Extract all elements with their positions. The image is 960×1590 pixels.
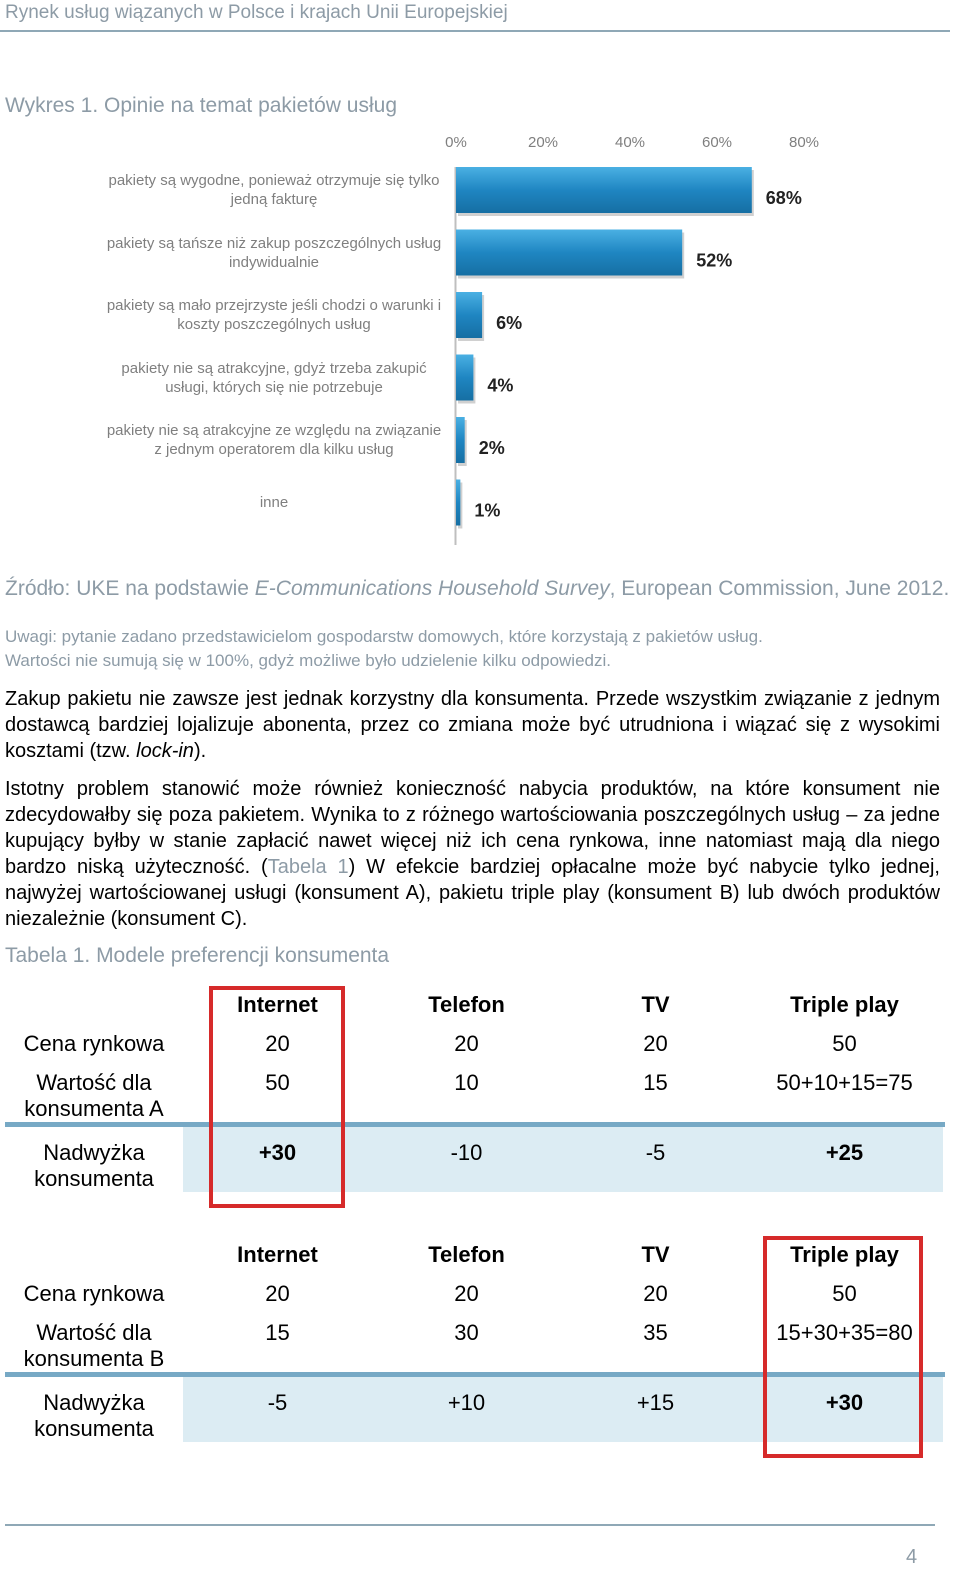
table-reference-link[interactable]: Tabela 1 [267,856,349,878]
header-rule [0,30,950,32]
table-b-cell: 30 [454,1320,479,1345]
table-a-header-telefon: Telefon [428,992,505,1017]
bar [456,417,465,463]
paragraph-1-text: Zakup pakietu nie zawsze jest jednak korzystny dla konsumenta. Przede wszystkim związanie z jednym dostawcą bardziej lojalizuje abonenta, przez co zmiana może być utrudniona i wiązać się z wysokimi kosztami (tzw. [5,688,940,762]
x-tick-label: 40% [614,134,646,151]
x-tick-label: 80% [788,134,820,151]
table-a-cell: 50+10+15=75 [776,1070,913,1095]
table-b-cell: -5 [267,1390,288,1415]
table-a-row-surplus [5,1140,945,1200]
figure-caption: Wykres 1. Opinie na temat pakietów usług [5,94,397,117]
bar-value-label: 68% [765,188,802,208]
table-a-row-label: Wartość dla konsumenta A [24,1070,164,1121]
bar [456,292,482,338]
paragraph-lock-in [5,686,940,764]
table-a-cell: 20 [454,1031,479,1056]
source-prefix: Źródło: UKE na podstawie [5,577,255,600]
x-tick-label: 20% [527,134,559,151]
table-a-cell: -10 [450,1140,483,1165]
x-tick-label: 0% [445,134,467,151]
table-b-cell: 20 [265,1281,290,1306]
table-a-cell: 20 [265,1031,290,1056]
category-label: pakiety są mało przejrzyste jeśli chodzi o warunki i koszty poszczególnych usług [106,297,442,333]
bar [456,167,752,213]
table-a-cell: +30 [258,1140,297,1165]
note-line-2: Wartości nie sumują się w 100%, gdyż możliwe było udzielenie kilku odpowiedzi. [5,651,611,670]
paragraph-1-end: ). [193,740,207,762]
paragraph-2-end: ) W efekcie bardziej opłacalne może być nabycie tylko jednej, najwyżej wartościowanej usługi (konsument A), pakietu triple play (konsument B) lub dwóch produktów niezależnie (konsument C). [5,856,940,930]
table-a-cell: 50 [832,1031,857,1056]
bar [456,230,682,276]
bar-chart [0,125,960,545]
note-line-1: Uwagi: pytanie zadano przedstawicielom gospodarstw domowych, które korzystają z pakietów usług. [5,627,763,646]
table-a-cell: 10 [454,1070,479,1095]
table-b-header-tv: TV [641,1242,670,1267]
bar-value-label: 1% [474,500,501,521]
source-survey: E-Communications Household Survey [254,577,610,600]
category-label: pakiety są tańsze niż zakup poszczególnych usług indywidualnie [106,234,442,271]
table-b-cell: 15+30+35=80 [776,1320,913,1345]
table-a-cell: -5 [645,1140,666,1165]
category-label: inne [259,494,289,511]
table-a-row-label: Nadwyżka konsumenta [34,1140,154,1191]
table-a-row-value [5,1070,945,1130]
bar-value-label: 6% [496,313,523,333]
category-label: pakiety są wygodne, ponieważ otrzymuje się tylko jedną fakturę [108,172,440,208]
source-suffix: , European Commission, June 2012. [609,577,950,600]
x-tick-label: 60% [701,134,733,151]
footer-rule [5,1524,935,1526]
paragraph-2-text: Istotny problem stanowić może również konieczność nabycia produktów, na które konsument nie zdecydowałby się poza pakietem. Wynika to z różnego wartościowania poszczególnych usług – za jedne kupujący byłby w stanie zapłacić nawet więcej niż ich cena rynkowa, inne natomiast mają dla niego bardzo niską użyteczność. ( [5,778,940,878]
table-b-row-label: Nadwyżka konsumenta [34,1390,154,1441]
table-a-row-label: Cena rynkowa [23,1031,165,1056]
highlight-box-internet [209,986,345,1208]
bar [456,355,473,401]
table-b-cell: 50 [832,1281,857,1306]
table-b-cell: +30 [825,1390,864,1415]
table-a-header-internet: Internet [237,992,318,1017]
highlight-box-triple-play [763,1236,923,1458]
table-caption: Tabela 1. Modele preferencji konsumenta [5,944,390,967]
table-b-header-telefon: Telefon [428,1242,505,1267]
table-b-cell: 20 [454,1281,479,1306]
paragraph-1-italic: lock-in [136,740,194,762]
running-header: Rynek usług wiązanych w Polsce i krajach Unii Europejskiej [5,2,508,23]
category-label: pakiety nie są atrakcyjne ze względu na związanie z jednym operatorem dla kilku usług [106,422,442,458]
bar [456,480,460,526]
table-b-cell: 20 [643,1281,668,1306]
bar-value-label: 52% [696,250,733,271]
page-number: 4 [906,1546,918,1568]
table-b-cell: 15 [265,1320,290,1345]
table-b-row-label: Cena rynkowa [23,1281,165,1306]
table-a-cell: 50 [265,1070,290,1095]
table-b-header-internet: Internet [237,1242,318,1267]
bar-value-label: 2% [478,438,505,458]
table-a-header-tv: TV [641,992,670,1017]
table-a-cell: +25 [825,1140,864,1165]
table-b-cell: +10 [447,1390,486,1415]
bar-value-label: 4% [487,375,514,396]
category-label: pakiety nie są atrakcyjne, gdyż trzeba zakupić usługi, których się nie potrzebuje [121,359,427,396]
paragraph-utility [5,776,940,932]
table-a-header-triple-play: Triple play [790,992,899,1017]
table-a-cell: 15 [643,1070,668,1095]
table-b-cell: 35 [643,1320,668,1345]
table-b-cell: +15 [636,1390,675,1415]
table-a-cell: 20 [643,1031,668,1056]
source-note [5,576,950,602]
table-b-header-triple-play: Triple play [790,1242,899,1267]
table-b-row-label: Wartość dla konsumenta B [23,1320,165,1371]
